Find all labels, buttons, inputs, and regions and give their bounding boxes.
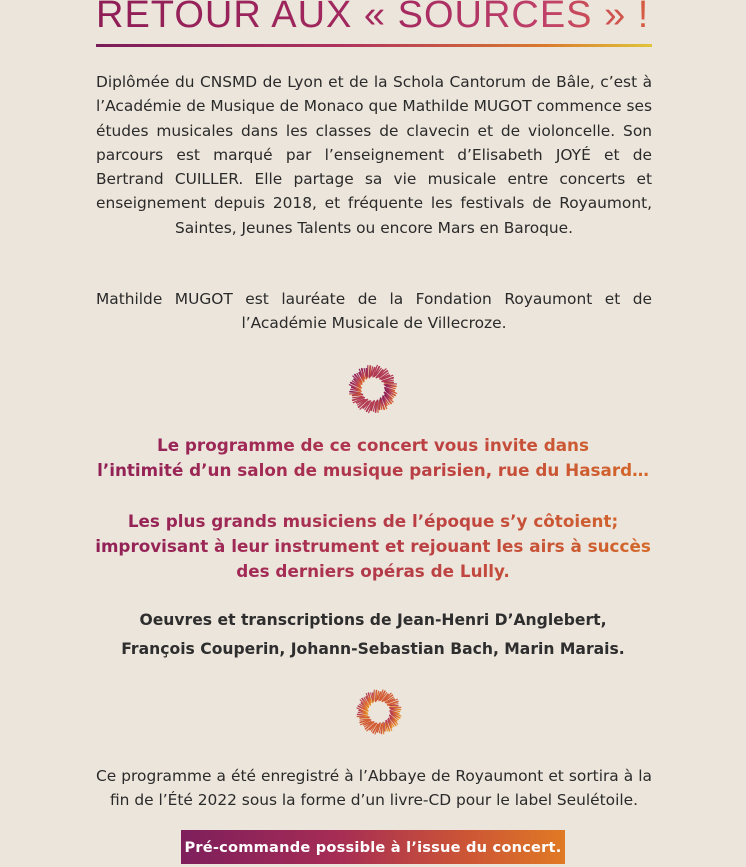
decorative-ring-icon: [351, 684, 407, 740]
title-underline: [96, 44, 652, 47]
preorder-banner: [181, 830, 565, 864]
works-line: Oeuvres et transcriptions de Jean-Henri D’Anglebert,: [139, 611, 607, 629]
recording-paragraph: Ce programme a été enregistré à l’Abbaye de Royaumont et sortira à la fin de l’Été 2022 sous la forme d’un livre-CD pour le label Seulétoile.: [96, 767, 652, 810]
ring-stroke: [350, 392, 360, 393]
programme-intro-line: l’intimité d’un salon de musique parisien, rue du Hasard…: [97, 460, 649, 480]
programme-description-line: improvisant à leur instrument et rejouant les airs à succès: [95, 536, 651, 556]
ring-stroke: [360, 717, 369, 718]
works-list: [60, 606, 686, 664]
page-title: RETOUR AUX « SOURCES » !: [96, 0, 656, 37]
works-line: François Couperin, Johann-Sebastian Bach, Marin Marais.: [121, 640, 625, 658]
programme-description-line: Les plus grands musiciens de l’époque s’y côtoient;: [127, 511, 619, 531]
programme-intro-line: Le programme de ce concert vous invite dans: [157, 435, 589, 455]
ring-stroke: [353, 395, 363, 396]
decorative-ring-icon: [343, 359, 403, 419]
programme-intro: [60, 433, 686, 483]
preorder-label: Pré-commande possible à l’issue du concert.: [184, 838, 562, 856]
programme-description: [60, 509, 686, 584]
programme-description-line: des derniers opéras de Lully.: [236, 561, 510, 581]
ring-stroke: [358, 714, 367, 715]
bio-paragraph: Diplômée du CNSMD de Lyon et de la Schola Cantorum de Bâle, c’est à l’Académie de Musique de Monaco que Mathilde MUGOT commence ses études musicales dans les classes de clavecin et de violoncelle. Son parcours est marqué par l’enseignement d’Elisabeth JOYÉ et de Bertrand CUILLER. Elle partage sa vie musicale entre concerts et enseignement depuis 2018, et fréquente les festivals de Royaumont, Saintes, Jeunes Talents ou encore Mars en Baroque.: [96, 73, 652, 237]
award-paragraph: Mathilde MUGOT est lauréate de la Fondation Royaumont et de l’Académie Musicale de Villecroze.: [96, 290, 652, 333]
